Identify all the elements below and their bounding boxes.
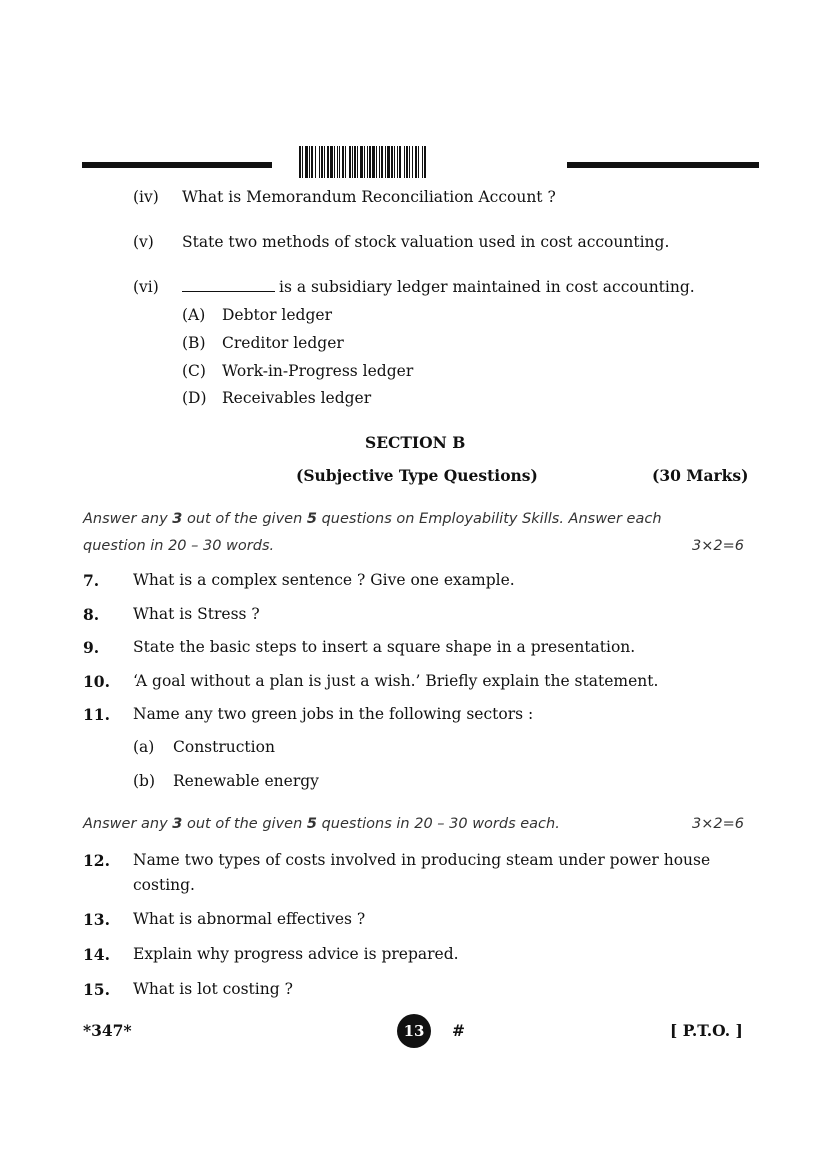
question-num-v: (v)	[133, 233, 154, 251]
hash-mark: #	[452, 1021, 465, 1040]
barcode-bar	[376, 146, 377, 178]
barcode-bar	[409, 146, 410, 178]
q11-part-b-letter: (b)	[133, 772, 156, 790]
barcode-bar	[330, 146, 333, 178]
barcode-bar	[354, 146, 356, 178]
instr2-total: 5	[306, 816, 317, 832]
instr1-part-a: Answer any	[83, 511, 173, 527]
question-text-7: What is a complex sentence ? Give one example.	[133, 571, 515, 589]
barcode-image	[299, 146, 552, 178]
question-text-11: Name any two green jobs in the following sectors :	[133, 705, 534, 723]
option-b-letter: (B)	[182, 334, 206, 352]
question-num-9: 9.	[83, 638, 100, 657]
barcode-bar	[379, 146, 380, 178]
option-d-letter: (D)	[182, 389, 207, 407]
question-num-vi: (vi)	[133, 278, 159, 296]
barcode-bar	[349, 146, 351, 178]
question-text-iv: What is Memorandum Reconciliation Account ?	[182, 188, 556, 206]
barcode-bar	[418, 146, 419, 178]
barcode-bar	[321, 146, 323, 178]
question-num-8: 8.	[83, 605, 100, 624]
barcode-bar	[311, 146, 313, 178]
barcode-bar	[345, 146, 346, 178]
question-text-13: What is abnormal effectives ?	[133, 910, 366, 928]
instruction-1-marks: 3×2=6	[692, 538, 744, 554]
q11-part-a-text: Construction	[173, 738, 275, 756]
barcode-bar	[422, 146, 423, 178]
question-text-v: State two methods of stock valuation used in cost accounting.	[182, 233, 670, 251]
barcode-bar	[412, 146, 413, 178]
option-b-text: Creditor ledger	[222, 334, 344, 352]
barcode-bar	[357, 146, 358, 178]
option-a-letter: (A)	[182, 306, 206, 324]
question-text-12-line-2: costing.	[133, 876, 195, 894]
q11-part-a-letter: (a)	[133, 738, 155, 756]
question-text-vi	[182, 278, 695, 296]
pto-label: [ P.T.O. ]	[670, 1021, 743, 1040]
barcode-bar	[372, 146, 375, 178]
q11-part-b-text: Renewable energy	[173, 772, 319, 790]
instr2-count: 3	[172, 816, 183, 832]
question-num-15: 15.	[83, 980, 110, 999]
section-marks: (30 Marks)	[652, 466, 749, 485]
question-num-10: 10.	[83, 672, 110, 691]
instruction-2-marks: 3×2=6	[692, 816, 744, 832]
question-num-7: 7.	[83, 571, 100, 590]
header-rule-right	[567, 162, 759, 168]
header-rule-left	[82, 162, 272, 168]
barcode-bar	[367, 146, 368, 178]
instruction-1-line-2: question in 20 – 30 words.	[83, 538, 275, 554]
barcode-bar	[299, 146, 301, 178]
instr2-part-e: questions in 20 – 30 words each.	[316, 816, 560, 832]
barcode-bar	[309, 146, 310, 178]
barcode-bar	[360, 146, 363, 178]
section-title: SECTION B	[365, 433, 466, 452]
question-num-12: 12.	[83, 851, 110, 870]
barcode-bar	[315, 146, 316, 178]
barcode-bar	[424, 146, 426, 178]
barcode-bar	[327, 146, 329, 178]
question-num-13: 13.	[83, 910, 110, 929]
question-num-iv: (iv)	[133, 188, 159, 206]
option-d-text: Receivables ledger	[222, 389, 372, 407]
barcode-bar	[319, 146, 320, 178]
question-num-14: 14.	[83, 945, 110, 964]
barcode-bar	[324, 146, 325, 178]
barcode-bar	[381, 146, 383, 178]
barcode-bar	[385, 146, 386, 178]
barcode-bar	[387, 146, 390, 178]
instr1-part-e: questions on Employability Skills. Answer each	[316, 511, 662, 527]
instruction-1-line-1	[83, 511, 662, 527]
page-number-badge: 13	[397, 1014, 431, 1048]
question-text-14: Explain why progress advice is prepared.	[133, 945, 459, 963]
barcode-bar	[305, 146, 308, 178]
option-a-text: Debtor ledger	[222, 306, 332, 324]
barcode-bar	[302, 146, 303, 178]
barcode-bar	[342, 146, 344, 178]
barcode-bar	[404, 146, 405, 178]
question-text-8: What is Stress ?	[133, 605, 260, 623]
barcode-bar	[397, 146, 398, 178]
question-text-15: What is lot costing ?	[133, 980, 293, 998]
question-text-12-line-1: Name two types of costs involved in producing steam under power house	[133, 851, 711, 869]
instr1-part-c: out of the given	[182, 511, 307, 527]
barcode-bar	[399, 146, 401, 178]
option-c-text: Work-in-Progress ledger	[222, 362, 414, 380]
instr1-total: 5	[306, 511, 317, 527]
barcode-bar	[352, 146, 353, 178]
question-text-9: State the basic steps to insert a square shape in a presentation.	[133, 638, 636, 656]
fill-blank	[182, 279, 275, 292]
barcode-bar	[394, 146, 395, 178]
question-text-10: ‘A goal without a plan is just a wish.’ Briefly explain the statement.	[133, 672, 659, 690]
question-num-11: 11.	[83, 705, 110, 724]
instr2-part-c: out of the given	[182, 816, 307, 832]
barcode-bar	[391, 146, 393, 178]
barcode-bar	[369, 146, 371, 178]
barcode-bar	[337, 146, 338, 178]
barcode-bar	[406, 146, 408, 178]
instruction-2	[83, 816, 560, 832]
question-text-vi-body: is a subsidiary ledger maintained in cost accounting.	[279, 278, 695, 296]
option-c-letter: (C)	[182, 362, 206, 380]
instr1-count: 3	[172, 511, 183, 527]
barcode-bar	[364, 146, 365, 178]
barcode-bar	[339, 146, 340, 178]
section-subtitle: (Subjective Type Questions)	[296, 466, 538, 485]
barcode-bar	[415, 146, 417, 178]
instr2-part-a: Answer any	[83, 816, 173, 832]
paper-code: *347*	[83, 1021, 132, 1040]
barcode-bar	[334, 146, 335, 178]
